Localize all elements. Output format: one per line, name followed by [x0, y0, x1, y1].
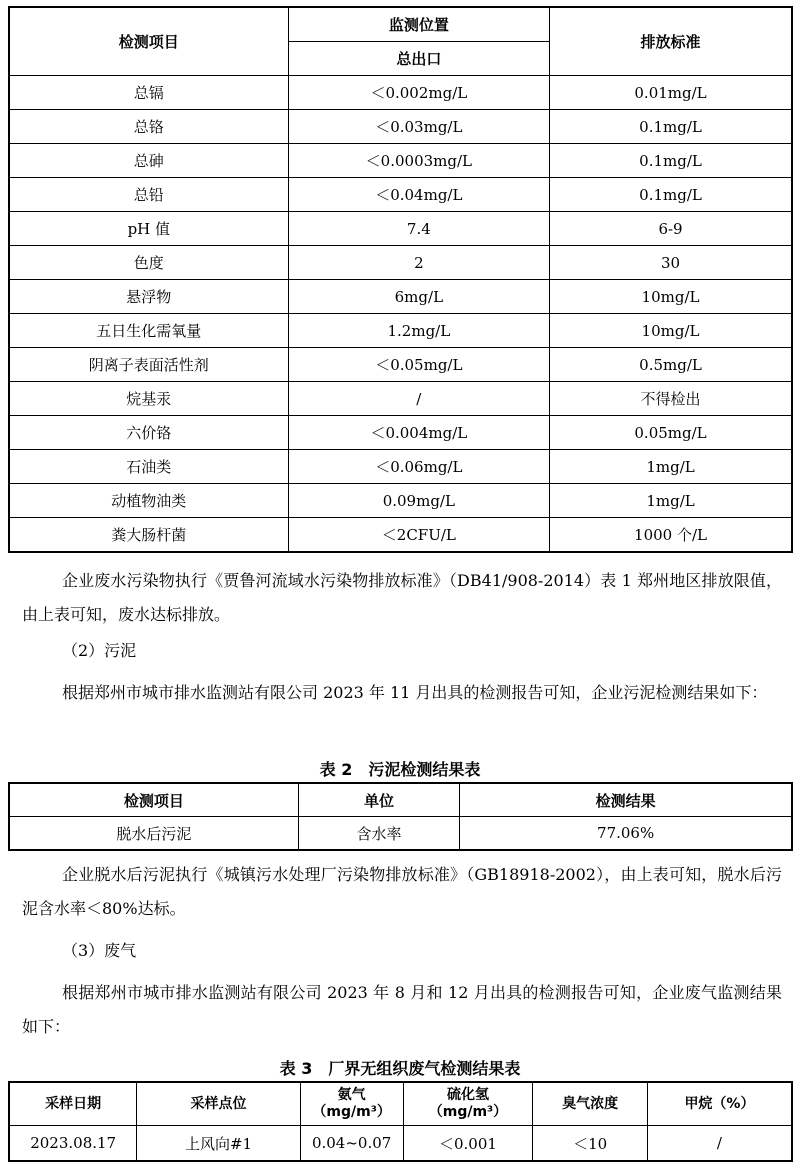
- cell-value: /: [288, 382, 549, 416]
- cell-value: ＜0.03mg/L: [288, 110, 549, 144]
- cell-value: ＜0.06mg/L: [288, 450, 549, 484]
- table3-caption: 表 3 厂界无组织废气检测结果表: [279, 1059, 521, 1078]
- table-row: [9, 212, 792, 246]
- cell-item: 石油类: [9, 450, 288, 484]
- ammonia-label: 氨气: [337, 1087, 366, 1103]
- cell-item: 总镉: [9, 76, 288, 110]
- table-row: [9, 178, 792, 212]
- table-row: [9, 450, 792, 484]
- cell-value: ＜0.0003mg/L: [288, 144, 549, 178]
- cell-value: 7.4: [288, 212, 549, 246]
- t3-cell-odor: ＜10: [533, 1126, 648, 1162]
- cell-item: 粪大肠杆菌: [9, 518, 288, 553]
- cell-standard: 0.1mg/L: [550, 178, 792, 212]
- cell-standard: 6-9: [550, 212, 792, 246]
- t3-cell-point: 上风向#1: [137, 1126, 300, 1162]
- cell-item: 总砷: [9, 144, 288, 178]
- cell-value: 2: [288, 246, 549, 280]
- exhaust-result-table: [8, 1081, 793, 1162]
- sludge-result-table: [8, 782, 793, 851]
- h2s-unit: （mg/m³）: [428, 1104, 508, 1120]
- cell-standard: 0.05mg/L: [550, 416, 792, 450]
- cell-value: ＜2CFU/L: [288, 518, 549, 553]
- table1-body: [9, 76, 792, 553]
- cell-value: 0.09mg/L: [288, 484, 549, 518]
- table-row: [9, 348, 792, 382]
- cell-item: 五日生化需氧量: [9, 314, 288, 348]
- cell-value: ＜0.004mg/L: [288, 416, 549, 450]
- cell-item: 烷基汞: [9, 382, 288, 416]
- t3-header-methane: 甲烷（%）: [647, 1082, 792, 1126]
- cell-value: ＜0.05mg/L: [288, 348, 549, 382]
- paragraph-sludge-conclusion: 企业脱水后污泥执行《城镇污水处理厂污染物排放标准》（GB18918-2002），由上表可知，脱水后污泥含水率＜80%达标。: [22, 865, 782, 918]
- ammonia-unit: （mg/m³）: [312, 1104, 391, 1120]
- cell-item: 总铬: [9, 110, 288, 144]
- table-row: [9, 518, 792, 553]
- header-location-sub: 总出口: [288, 42, 549, 76]
- cell-item: 总铅: [9, 178, 288, 212]
- t2-header-unit: 单位: [298, 783, 460, 817]
- cell-standard: 1mg/L: [550, 484, 792, 518]
- table-row: [9, 484, 792, 518]
- t3-header-odor: 臭气浓度: [533, 1082, 648, 1126]
- wastewater-monitoring-table: [8, 6, 793, 553]
- t2-cell-unit: 含水率: [298, 817, 460, 851]
- cell-standard: 0.5mg/L: [550, 348, 792, 382]
- h2s-label: 硫化氢: [446, 1087, 489, 1103]
- table-row: [9, 144, 792, 178]
- paragraph-exhaust-intro: 根据郑州市城市排水监测站有限公司 2023 年 8 月和 12 月出具的检测报告可知，企业废气监测结果如下：: [22, 983, 782, 1036]
- cell-standard: 0.1mg/L: [550, 144, 792, 178]
- t3-cell-h2s: ＜0.001: [403, 1126, 533, 1162]
- section-exhaust-heading: （3）废气: [62, 941, 137, 960]
- cell-standard: 1000 个/L: [550, 518, 792, 553]
- cell-item: pH 值: [9, 212, 288, 246]
- table-row: [9, 817, 792, 851]
- cell-value: 6mg/L: [288, 280, 549, 314]
- table-row: [9, 110, 792, 144]
- t3-cell-methane: /: [647, 1126, 792, 1162]
- t3-header-ammonia: [300, 1082, 403, 1126]
- cell-standard: 1mg/L: [550, 450, 792, 484]
- cell-standard: 30: [550, 246, 792, 280]
- t3-header-point: 采样点位: [137, 1082, 300, 1126]
- table-row: [9, 76, 792, 110]
- cell-value: ＜0.04mg/L: [288, 178, 549, 212]
- t2-header-item: 检测项目: [9, 783, 298, 817]
- header-item: 检测项目: [9, 7, 288, 76]
- table-row: [9, 280, 792, 314]
- t3-cell-date: 2023.08.17: [9, 1126, 137, 1162]
- header-standard: 排放标准: [550, 7, 792, 76]
- cell-standard: 0.1mg/L: [550, 110, 792, 144]
- t2-cell-item: 脱水后污泥: [9, 817, 298, 851]
- header-location: 监测位置: [288, 7, 549, 42]
- cell-item: 色度: [9, 246, 288, 280]
- cell-item: 动植物油类: [9, 484, 288, 518]
- cell-item: 悬浮物: [9, 280, 288, 314]
- paragraph-sludge-intro: 根据郑州市城市排水监测站有限公司 2023 年 11 月出具的检测报告可知，企业污泥检测结果如下：: [62, 683, 768, 702]
- table-row: [9, 1126, 792, 1162]
- table-row: [9, 246, 792, 280]
- table-row: [9, 314, 792, 348]
- t3-header-date: 采样日期: [9, 1082, 137, 1126]
- cell-standard: 10mg/L: [550, 280, 792, 314]
- cell-standard: 不得检出: [550, 382, 792, 416]
- section-sludge-heading: （2）污泥: [62, 641, 137, 660]
- table-row: [9, 382, 792, 416]
- table2-caption: 表 2 污泥检测结果表: [319, 760, 481, 779]
- cell-standard: 0.01mg/L: [550, 76, 792, 110]
- cell-value: 1.2mg/L: [288, 314, 549, 348]
- cell-value: ＜0.002mg/L: [288, 76, 549, 110]
- t3-cell-ammonia: 0.04~0.07: [300, 1126, 403, 1162]
- cell-item: 阴离子表面活性剂: [9, 348, 288, 382]
- t2-cell-result: 77.06%: [460, 817, 792, 851]
- table-row: [9, 416, 792, 450]
- t3-header-h2s: [403, 1082, 533, 1126]
- t2-header-result: 检测结果: [460, 783, 792, 817]
- paragraph-wastewater-conclusion: 企业废水污染物执行《贾鲁河流域水污染物排放标准》（DB41/908-2014）表 1 郑州地区排放限值，由上表可知，废水达标排放。: [22, 571, 782, 624]
- cell-standard: 10mg/L: [550, 314, 792, 348]
- cell-item: 六价铬: [9, 416, 288, 450]
